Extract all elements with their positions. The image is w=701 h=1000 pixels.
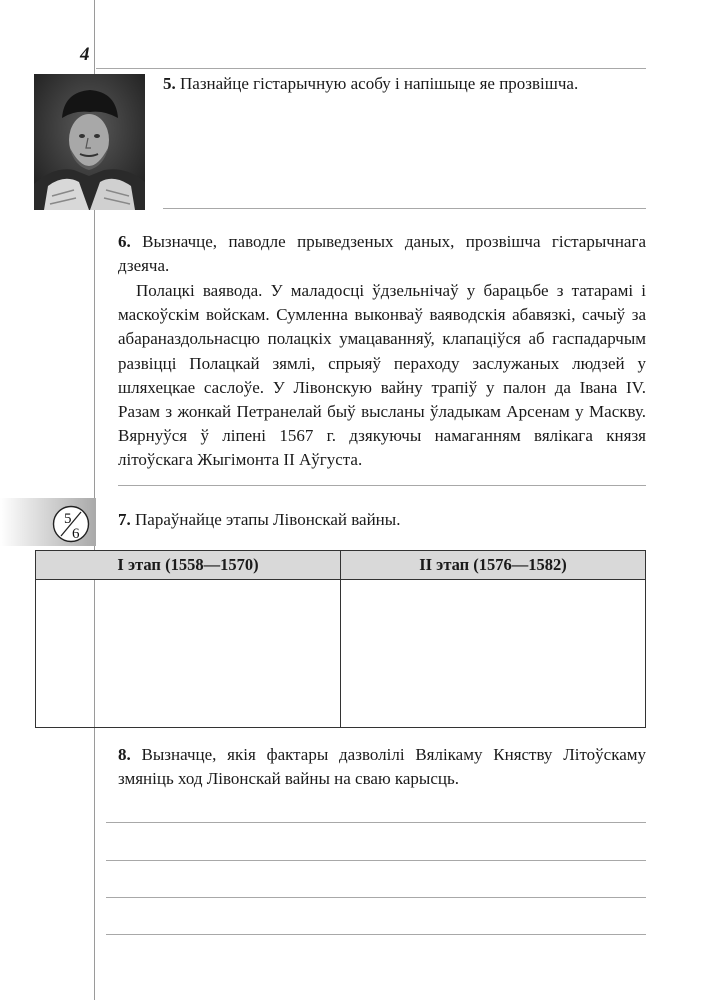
question-6-paragraph: Полацкі ваявода. У маладосці ўдзельнічаў у барацьбе з татарамі і маскоўскім войскам. Сумленна выконваў ваяводскія абавязкі, сачыў за абараназдольнасцю полацкіх умацаванняў, клапаціўся аб гаспадарчым развіцці Полацкай зямлі, спрыяў пераходу заслужаных людзей у шляхецкае саслоўе. У Лівонскую вайну трапіў у палон да Івана IV. Разам з жонкай Петранелай быў высланы ўладыкам Арсенам у Маскву. Вярнуўся ў ліпені 1567 г. дзякуючы намаганням вялікага князя літоўскага Жыгімонта II Аўгуста. <box>118 281 646 470</box>
question-6-number: 6. <box>118 232 131 251</box>
answer-line-8-2[interactable] <box>106 860 646 861</box>
stage-1-answer-cell[interactable] <box>36 580 341 728</box>
grade-badge-icon <box>52 505 90 543</box>
question-5-text: Пазнайце гістарычную асобу і напішыце яе прозвішча. <box>180 74 579 93</box>
question-8-text-line2: змяніць ход Лівонскай вайны на сваю карысць. <box>118 769 460 788</box>
stage-1-header: I этап (1558—1570) <box>36 551 341 580</box>
page-number: 4 <box>80 44 90 65</box>
answer-line-8-4[interactable] <box>106 934 646 935</box>
question-7-number: 7. <box>118 510 131 529</box>
answer-line-8-3[interactable] <box>106 897 646 898</box>
grade-badge-bottom: 6 <box>72 526 80 542</box>
question-7-text: Параўнайце этапы Лівонскай вайны. <box>135 510 401 529</box>
stage-2-answer-cell[interactable] <box>341 580 646 728</box>
answer-line-6[interactable] <box>118 485 646 486</box>
stages-table <box>35 550 646 728</box>
question-8 <box>118 743 646 791</box>
question-7 <box>118 508 638 532</box>
question-8-text-line1: Вызначце, якія фактары дазволілі Вялікаму Княству Літоўскаму <box>141 745 647 764</box>
stage-2-header: II этап (1576—1582) <box>341 551 646 580</box>
question-5 <box>163 72 643 96</box>
question-6 <box>118 230 646 278</box>
answer-line-8-1[interactable] <box>106 822 646 823</box>
question-6-text-line1: Вызначце, паводле прыведзеных даных, прозвішча гістарычнага <box>142 232 646 251</box>
question-8-number: 8. <box>118 745 131 764</box>
question-5-number: 5. <box>163 74 176 93</box>
historical-portrait-image <box>34 74 145 210</box>
question-6-text-line2: дзеяча. <box>118 256 170 275</box>
answer-line-5[interactable] <box>163 208 646 209</box>
header-rule <box>96 68 646 69</box>
grade-badge-top: 5 <box>64 511 72 527</box>
